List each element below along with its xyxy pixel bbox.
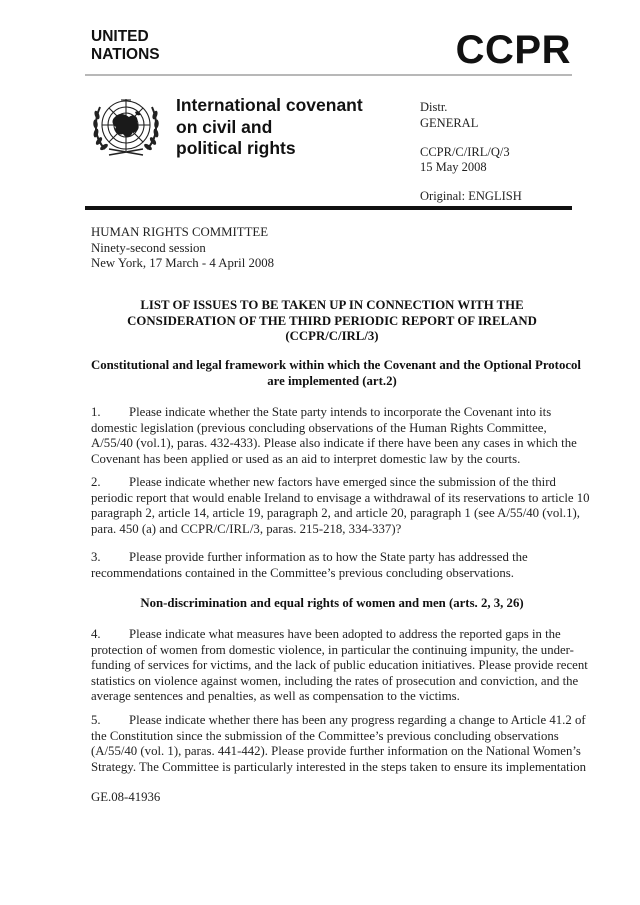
- covenant-title: [176, 95, 363, 160]
- org-name-line: UNITED: [91, 28, 149, 45]
- header-bottom-rule: [85, 206, 572, 210]
- document-title-line: LIST OF ISSUES TO BE TAKEN UP IN CONNECTION WITH THE: [140, 298, 524, 312]
- distribution-value: GENERAL: [420, 115, 479, 130]
- paragraph-line: statistics on violence against women, including the rates of prosecution and conviction, and the: [91, 673, 579, 688]
- footer-document-code: GE.08-41936: [91, 790, 161, 804]
- paragraph-1: [91, 405, 591, 467]
- section-heading-constitutional-framework: [91, 358, 581, 389]
- committee-session: Ninety-second session: [91, 240, 206, 255]
- original-language: Original: ENGLISH: [420, 189, 522, 203]
- distribution-block: [420, 100, 522, 205]
- section-heading-non-discrimination: [91, 596, 573, 612]
- paragraph-number: 5.: [91, 713, 101, 727]
- document-title-line: (CCPR/C/IRL/3): [285, 329, 379, 344]
- document-symbol: CCPR/C/IRL/Q/3: [420, 144, 510, 159]
- org-name-line: NATIONS: [91, 46, 160, 63]
- committee-name: HUMAN RIGHTS COMMITTEE: [91, 225, 269, 239]
- covenant-title-line: on civil and: [176, 116, 273, 137]
- section-heading-line: Constitutional and legal framework within which the Covenant and the Optional Protocol: [91, 358, 581, 372]
- document-title: [91, 298, 573, 345]
- paragraph-4: [91, 627, 591, 705]
- paragraph-line: Please indicate whether new factors have emerged since the submission of the third: [129, 475, 556, 489]
- paragraph-line: (A/55/40 (vol. 1), paras. 441-442). Please provide further information on the National Women’s: [91, 744, 581, 759]
- paragraph-line: Please indicate whether there has been any progress regarding a change to Article 41.2 of: [129, 713, 586, 727]
- paragraph-line: average sentences and penalties, as well as compensation to the victims.: [91, 689, 460, 704]
- paragraph-5: [91, 713, 591, 775]
- document-series-symbol: CCPR: [455, 28, 571, 72]
- un-emblem-icon: [91, 93, 161, 161]
- covenant-title-line: International covenant: [176, 95, 363, 115]
- distribution-label: Distr.: [420, 100, 448, 114]
- paragraph-line: Covenant has been applied or used as an aid to interpret domestic law by the courts.: [91, 451, 521, 466]
- paragraph-number: 1.: [91, 405, 101, 419]
- paragraph-2: [91, 475, 591, 537]
- organization-name: [91, 28, 160, 64]
- paragraph-line: para. 450 (a) and CCPR/C/IRL/3, paras. 215-218, 334-337)?: [91, 521, 402, 536]
- paragraph-line: A/55/40 (vol.1), paras. 432-433). Please also indicate if there have been any cases in which the: [91, 436, 577, 451]
- committee-info: [91, 225, 274, 272]
- paragraph-line: domestic legislation (previous concluding observations of the Human Rights Committee,: [91, 420, 547, 435]
- document-title-line: CONSIDERATION OF THE THIRD PERIODIC REPORT OF IRELAND: [127, 313, 537, 328]
- paragraph-line: protection of women from domestic violence, in particular the continuing impunity, the under-: [91, 642, 574, 657]
- committee-place-dates: New York, 17 March - 4 April 2008: [91, 256, 275, 271]
- paragraph-line: periodic report that would enable Ireland to envisage a withdrawal of its reservations to article 10: [91, 490, 590, 505]
- paragraph-line: paragraph 2, article 14, article 19, paragraph 2, and article 20, paragraph 1 (see A/55/40 (vol.1),: [91, 506, 580, 521]
- paragraph-line: Please indicate what measures have been adopted to address the reported gaps in the: [129, 627, 561, 641]
- paragraph-3: [91, 550, 591, 581]
- paragraph-line: recommendations contained in the Committee’s previous concluding observations.: [91, 565, 514, 580]
- section-heading-line: are implemented (art.2): [267, 373, 397, 388]
- paragraph-line: Please indicate whether the State party intends to incorporate the Covenant into its: [129, 405, 552, 419]
- paragraph-number: 4.: [91, 627, 101, 641]
- paragraph-number: 3.: [91, 550, 101, 564]
- header-divider: [85, 74, 572, 76]
- section-heading-line: Non-discrimination and equal rights of women and men (arts. 2, 3, 26): [140, 596, 524, 610]
- paragraph-line: the Constitution since the submission of the Committee’s previous concluding observations: [91, 728, 559, 743]
- paragraph-line: funding of services for victims, and the lack of public education initiatives. Please provide recent: [91, 658, 588, 673]
- covenant-title-line: political rights: [176, 138, 296, 158]
- paragraph-line: Please provide further information as to how the State party has addressed the: [129, 550, 528, 564]
- document-date: 15 May 2008: [420, 160, 487, 174]
- paragraph-number: 2.: [91, 475, 101, 489]
- paragraph-line: Strategy. The Committee is particularly interested in the steps taken to ensure its implementation: [91, 759, 587, 774]
